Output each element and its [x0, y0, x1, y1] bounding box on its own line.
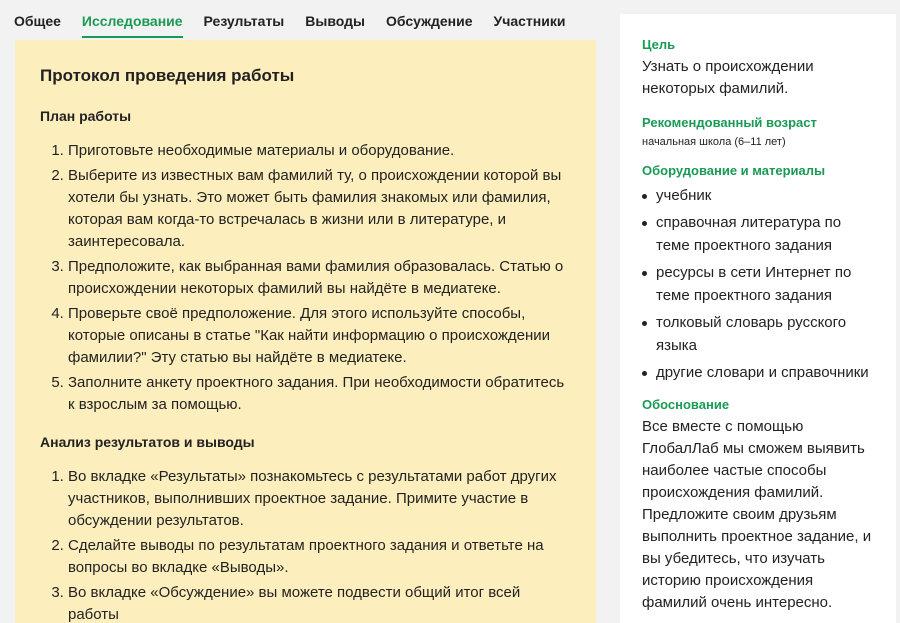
analysis-heading: Анализ результатов и выводы	[40, 434, 255, 450]
analysis-step: 3. Во вкладке «Обсуждение» вы можете подвести общий итог всей работы	[68, 582, 571, 623]
protocol-panel	[15, 40, 596, 623]
tab-conclusions[interactable]: Выводы	[305, 13, 365, 29]
age-text: начальная школа (6–11 лет)	[642, 136, 786, 148]
analysis-step: 1. Во вкладке «Результаты» познакомьтесь с результатами работ других участников, выполнивших проектное задание. Примите участие в обсуждении результатов.	[68, 466, 571, 532]
age-label: Рекомендованный возраст	[642, 115, 817, 130]
tab-general[interactable]: Общее	[14, 13, 61, 29]
plan-step: 3. Предположите, как выбранная вами фамилия образовалась. Статью о происхождении некоторых фамилий вы найдёте в медиатеке.	[68, 256, 571, 300]
tab-results[interactable]: Результаты	[203, 13, 285, 29]
project-info-sidebar	[620, 14, 896, 623]
reason-label: Обоснование	[642, 397, 730, 412]
equipment-label: Оборудование и материалы	[642, 163, 826, 178]
project-tabs	[0, 0, 600, 40]
equipment-item: ресурсы в сети Интернет по теме проектного задания	[642, 261, 874, 307]
tab-participants[interactable]: Участники	[493, 13, 566, 29]
plan-step: 5. Заполните анкету проектного задания. При необходимости обратитесь к взрослым за помощью.	[68, 372, 571, 416]
analysis-step: 2. Сделайте выводы по результатам проектного задания и ответьте на вопросы во вкладке «Выводы».	[68, 535, 571, 579]
equipment-item: толковый словарь русского языка	[642, 311, 874, 357]
plan-step: 2. Выберите из известных вам фамилий ту, о происхождении которой вы хотели бы узнать. Это может быть фамилия знакомых или фамилия, которая вам когда-то встречалась в жизни или в литературе, и заинтересовала.	[68, 165, 571, 253]
plan-heading: План работы	[40, 108, 132, 124]
protocol-title: Протокол проведения работы	[40, 66, 295, 85]
plan-section	[40, 106, 571, 416]
plan-list	[40, 140, 571, 416]
analysis-list	[40, 466, 571, 623]
tab-research[interactable]: Исследование	[82, 0, 183, 38]
plan-step: 1. Приготовьте необходимые материалы и оборудование.	[68, 140, 571, 162]
equipment-list	[642, 184, 874, 384]
equipment-item: учебник	[642, 184, 874, 207]
equipment-item: другие словари и справочники	[642, 361, 874, 384]
tab-discussion[interactable]: Обсуждение	[385, 13, 473, 29]
goal-label: Цель	[642, 37, 676, 52]
reason-text: Все вместе с помощью ГлобалЛаб мы сможем выявить наиболее частые способы происхождения фамилий. Предложите своим друзьям выполнить проектное задание, и вы убедитесь, что изучать историю происхождения фамилий очень интересно.	[642, 418, 872, 611]
plan-step: 4. Проверьте своё предположение. Для этого используйте способы, которые описаны в статье "Как найти информацию о происхождении фамилии?" Эту статью вы найдёте в медиатеке.	[68, 303, 571, 369]
goal-text: Узнать о происхождении некоторых фамилий.	[642, 58, 814, 97]
equipment-item: справочная литература по теме проектного задания	[642, 211, 874, 257]
analysis-section	[40, 432, 571, 623]
